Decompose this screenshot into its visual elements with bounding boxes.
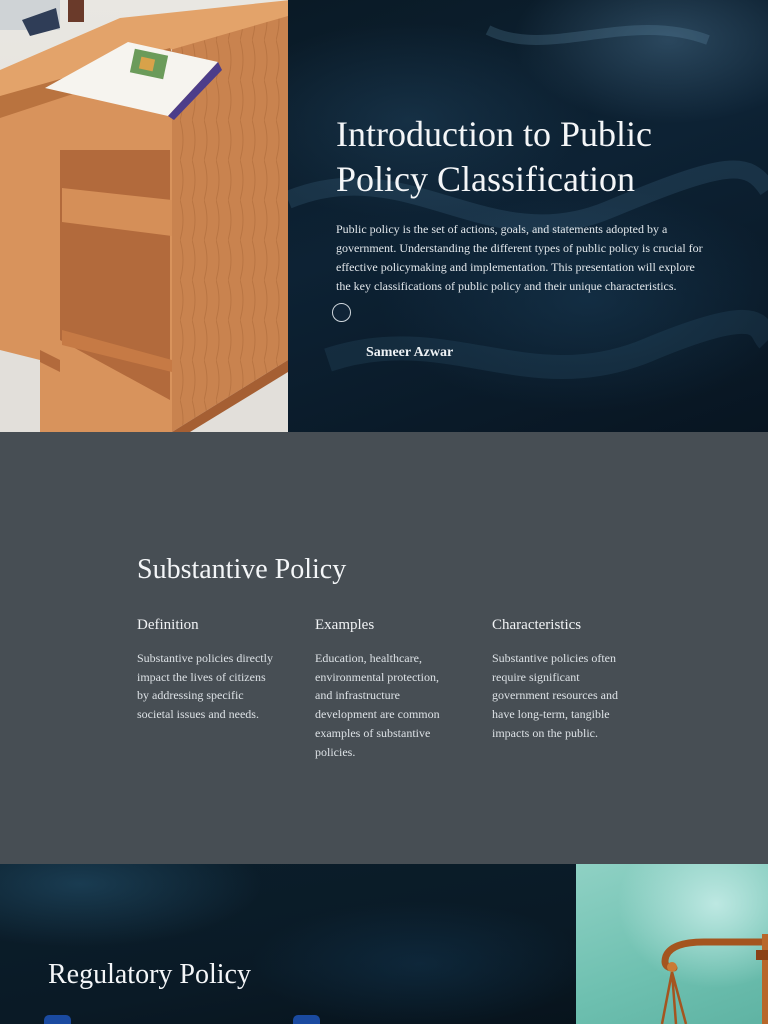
marble-texture [288, 0, 768, 432]
author-name: Sameer Azwar [366, 345, 454, 360]
scales-icon [576, 864, 768, 1024]
card-icon [293, 1015, 320, 1024]
author-avatar [332, 303, 351, 322]
section-title: Regulatory Policy [48, 959, 251, 990]
hero-panel [288, 0, 768, 432]
regulatory-panel [0, 864, 576, 1024]
podium-image [0, 0, 288, 432]
definition-column [137, 617, 277, 724]
column-text: Substantive policies often require significant government resources and have long-term, tangible impacts on the public. [492, 651, 618, 740]
column-text: Education, healthcare, environmental protection, and infrastructure development are common examples of substantive policies. [315, 651, 440, 759]
presentation-title: Introduction to Public Policy Classification [336, 114, 652, 199]
scales-of-justice-image [576, 864, 768, 1024]
characteristics-column [492, 617, 632, 743]
card-icon [44, 1015, 71, 1024]
section-title: Substantive Policy [137, 554, 347, 585]
regulatory-policy-slide [0, 864, 768, 1024]
examples-column [315, 617, 455, 761]
title-slide [0, 0, 768, 432]
column-heading: Characteristics [492, 617, 582, 633]
podium-illustration [0, 0, 288, 432]
column-heading: Examples [315, 617, 375, 633]
presentation-description: Public policy is the set of actions, goals, and statements adopted by a government. Understanding the different types of public policy is crucial for effective policymaking and implementation. This presentation will explore the key classifications of public policy and their unique characteristics. [336, 222, 703, 293]
column-text: Substantive policies directly impact the lives of citizens by addressing specific societal issues and needs. [137, 651, 273, 722]
column-heading: Definition [137, 617, 199, 633]
